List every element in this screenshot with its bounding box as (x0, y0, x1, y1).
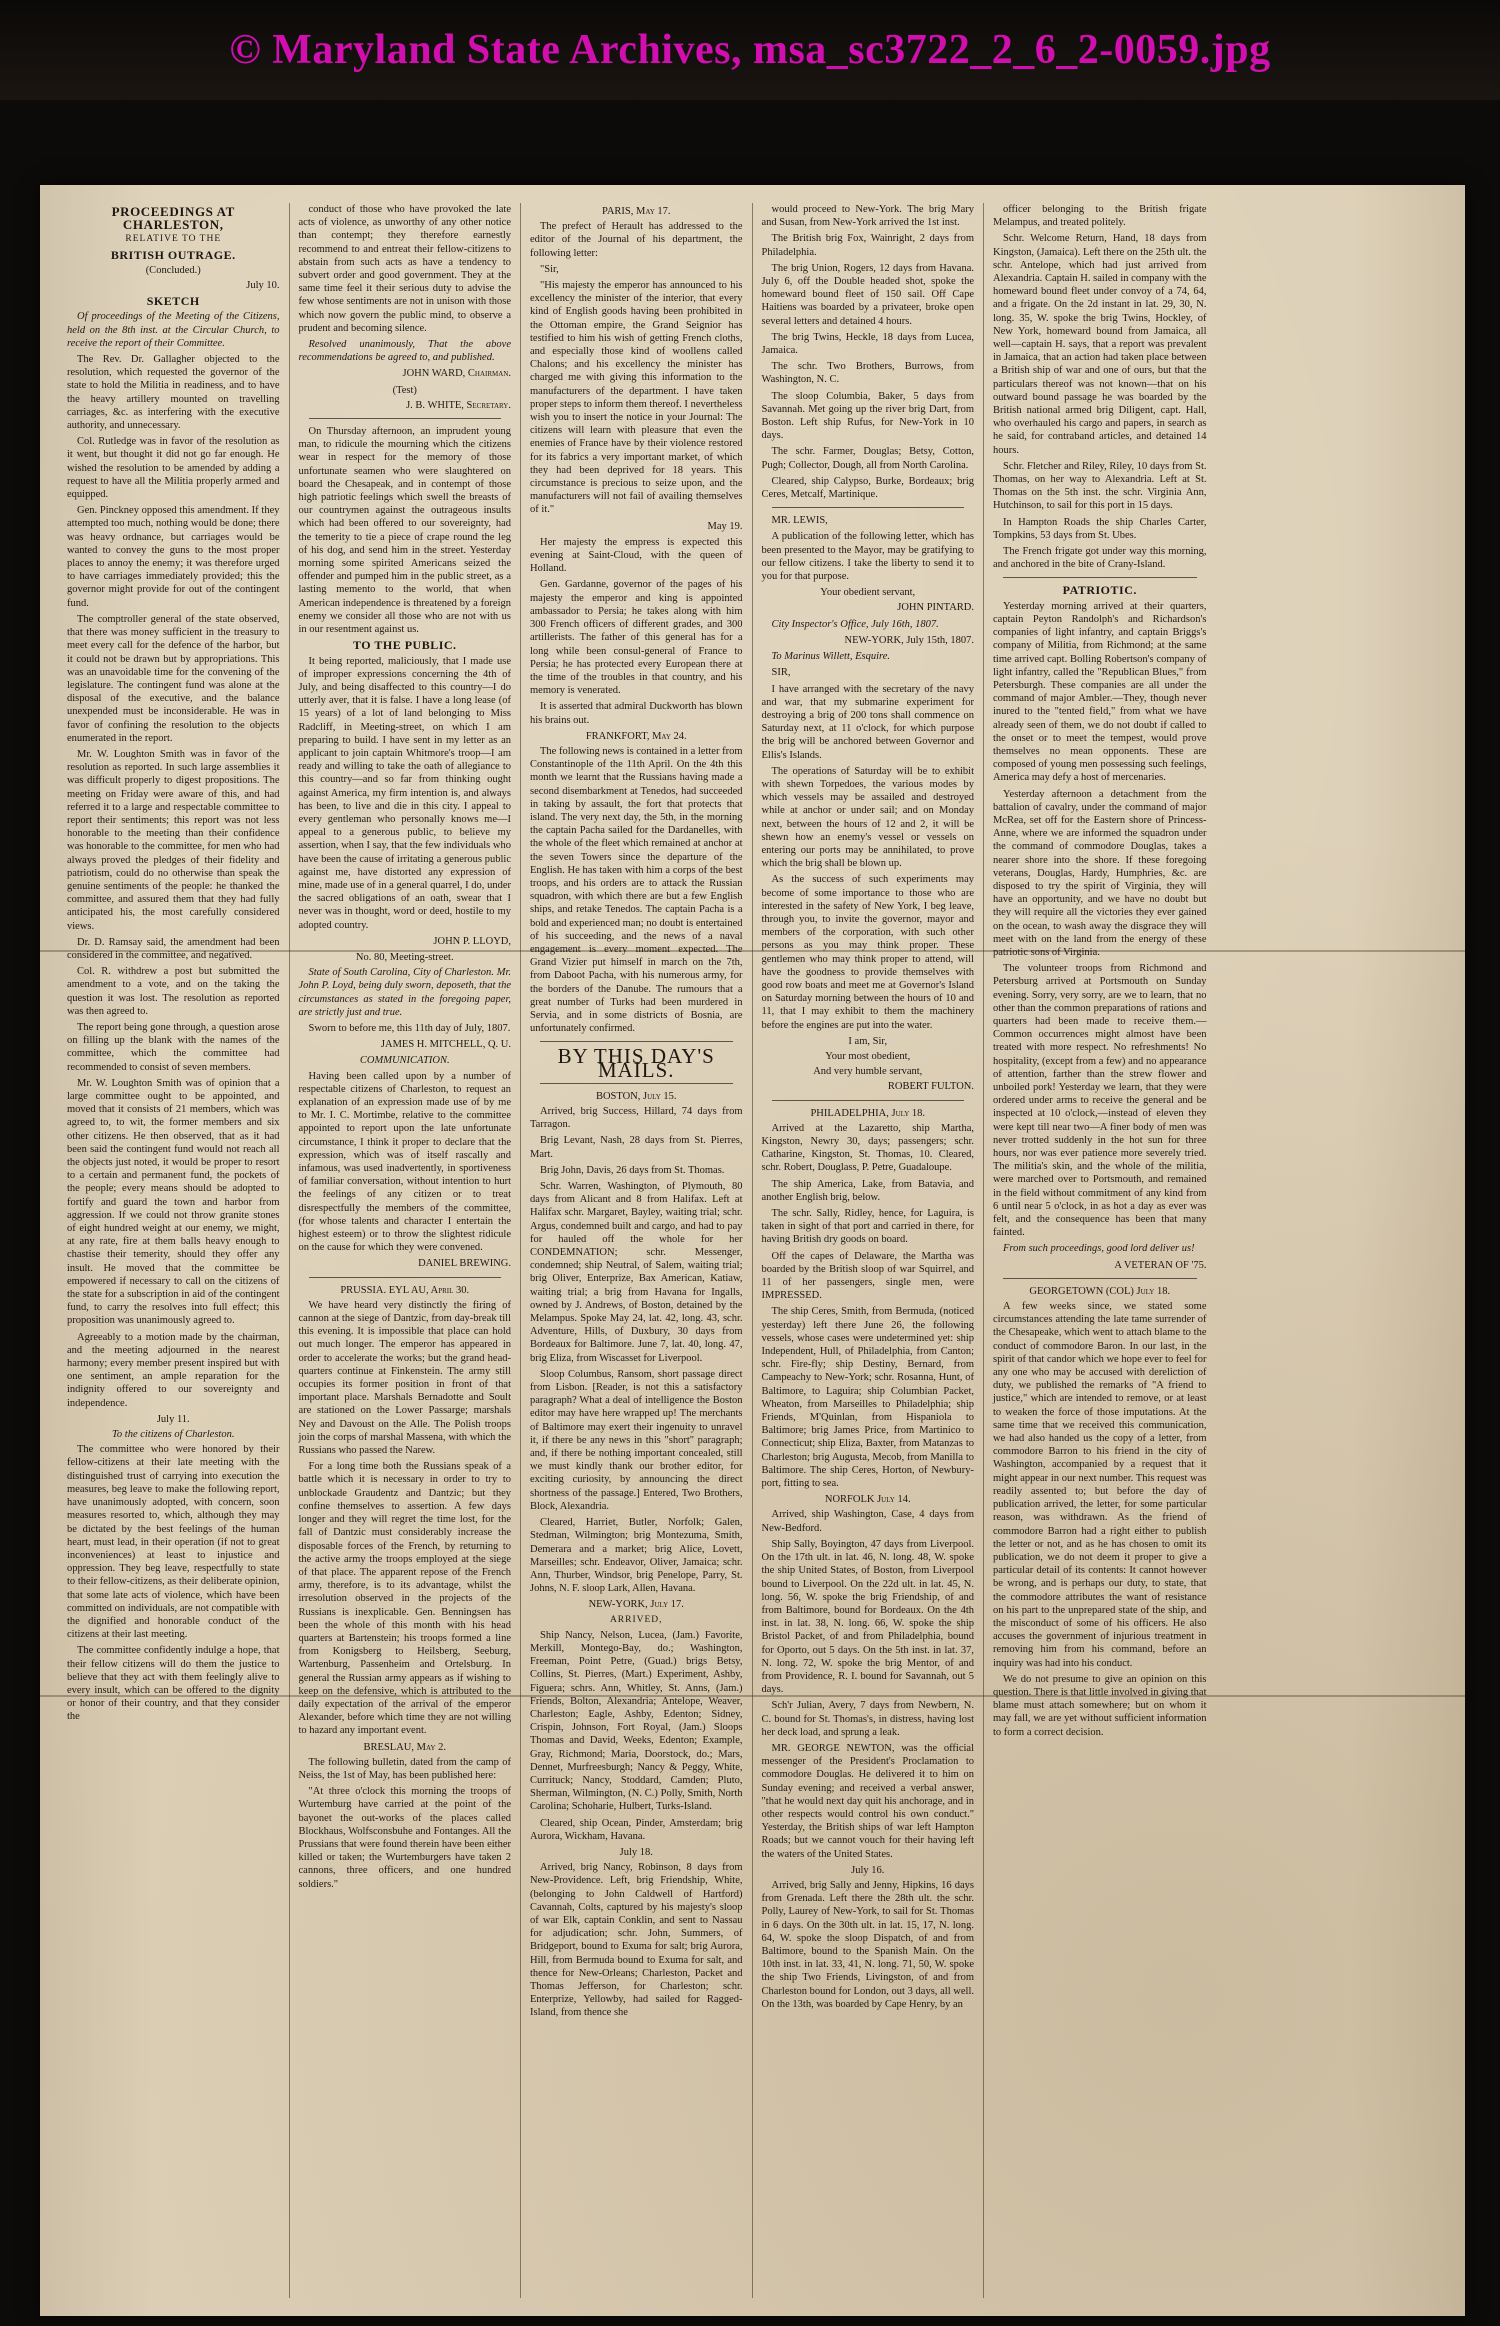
divider (309, 418, 502, 419)
dateline: NEW-YORK, July 17. (588, 1599, 684, 1611)
section-heading: COMMUNICATION. (359, 1055, 450, 1067)
paragraph: The brig Union, Rogers, 12 days from Havana. July 6, off the Double headed shot, spoke the homeward bound fleet of 150 sail. Off Cape Haitiens was boarded by a privateer, broke open several letters and detained 4 hours. (761, 262, 974, 327)
paragraph: Sloop Columbus, Ransom, short passage direct from Lisbon. [Reader, is not this a satisfactory paragraph? What a deal of intelligence the Boston editor may have here wrapped up! The merchants of Baltimore may exert their ingenuity to unravel it, if there be any news in this "short" paragraph; and, if there be nothing important concealed, still we must kindly thank our brother editor, for exciting curiosity, by announcing the direct shortness of the passage.] Entered, Two Brothers, Block, Alexandria. (530, 1368, 743, 1512)
paragraph: The following news is contained in a letter from Constantinople of the 11th April. On the 4th this month we learnt that the Russians having made a second disembarkment at Tenedos, had succeeded in taking by assault, the fort that protects that island. The very next day, the 5th, in the morning the captain Pacha sailed for the Dardanelles, with the whole of the fleet which remained at anchor at the seven Towers since the departure of the English. He has taken with him a corps of the best troops, and his orders are to attack the Russian squadron, with which there are but a few English ships, and retake Tenedos. The captain Pacha is a bold and experienced man; no doubt is entertained of his succeeding, and the news of a naval engagement is every moment expected. The Grand Vizier put himself in march on the 7th, from Daboot Pacha, with his numerous army, for the borders of the Danube. The rumours that a great number of Turks had been murdered in Servia, and in some districts of Bosnia, are unfortunately confirmed. (530, 745, 743, 1035)
paragraph: The British brig Fox, Wainright, 2 days from Philadelphia. (761, 233, 974, 258)
paragraph: Arrived, brig Nancy, Robinson, 8 days from New-Providence. Left, brig Friendship, White, (belonging to John Caldwell of Hartford) Cavannah, Colts, captured by his majesty's sloop of war Elk, captain Conklin, and sent to Nassau for adjudication; schr. John, Summers, of Bridgeport, bound to Exuma for salt; brig Aurora, Hill, from Bermuda bound to Exuma for salt, and thence for New-Orleans; Charleston, Packet and Thomas Jefferson, for Charleston; schr. Enterprize, Yellowby, had sailed for Ragged-Island, from thence she (530, 1862, 743, 2019)
article-heading: PROCEEDINGS AT CHARLESTON, (111, 204, 235, 233)
article-subheading: BRITISH OUTRAGE. (110, 247, 236, 262)
column-1 (58, 203, 290, 2298)
divider (772, 1100, 965, 1101)
paragraph: The volunteer troops from Richmond and Petersburg arrived at Portsmouth on Sunday evening. Sorry, very sorry, are we to learn, that no other than the common preparations of rations and quarters had been made to receive them.—Common occurrences might almost have been treated with more respect. No refreshments! No hospitality, (except from a few) and no appearance of attention, farther than the strew flower and unboiled pork! Yesterday we learn, that they were ordered under arms to receive the general and be inspected at 10 o'clock,—instead of eleven they were kept till near two—A finer body of men was never trotted suddenly in the hot sun for three hours, nor was ever patience more severely tried. The militia's skin, and the whole of the militia, were marched over to Portsmouth, and remained in the field without commitment of any kind from 6 until near 5 o'clock, in as hot a day as ever was felt, and the consequence has been that many fainted. (993, 963, 1207, 1239)
dateline: May 19. (707, 520, 743, 532)
paragraph: A few weeks since, we stated some circumstances attending the late tame surrender of the Chesapeake, which went to attach blame to the conduct of commodore Baron. In our last, in the spirit of that candor which we hope ever to feel for any one who may be accused with dereliction of duty, we published the remarks of "A friend to justice," which are intended to remove, or at least to weaken the force of those imputations. At the same time that we received this communication, we had also handed us the copy of a letter, from commodore Barron to his friend in the city of Washington, accompanied by a request that it might appear in our next number. This request was readily assented to; but before the day of publication arrived, the letter, for some particular reason, was withdrawn. As the friend of commodore Barron had a right either to publish the letter or not, and as he has chosen to omit its publication, we do not deem it proper to give a particular detail of its contents: It cannot however be wrong, and is perhaps our duty, to state, that the commodore attributes the want of resistance on his part to the unprepared state of the ship, and the misconduct of some of his officers. He also accuses the government of injurious treatment in removing him from his command, before an inquiry was had into his conduct. (993, 1301, 1207, 1669)
paragraph: We have heard very distinctly the firing of cannon at the siege of Dantzic, from day-break till this evening. It is impossible that place can hold out much longer. The emperor has appeared in order to accelerate the works; but the grand head-quarters continue at Finkenstein. The army still occupies its former position in front of that important place. Marshals Bernadotte and Soult are stationed on the Lower Passarge; marshals Ney and Davoust on the Alle. The Polish troops join the corps of marshal Massena, with which the Russians who passed the Narew. (298, 1299, 511, 1457)
archive-watermark: © Maryland State Archives, msa_sc3722_2_6_2-0059.jpg (0, 0, 1500, 100)
paragraph: would proceed to New-York. The brig Mary and Susan, from New-York arrived the 1st inst. (761, 204, 974, 229)
paragraph: Gen. Gardanne, governor of the pages of his majesty the emperor and king is appointed ambassador to Persia; he takes along with him 300 French officers of different grades, and 300 artillerists. The father of this general has for a long while been consul-general of France to Persia; he has protected every European there at the time of the troubles in that country, and his memory is venerated. (530, 579, 743, 697)
paragraph: Mr. W. Loughton Smith was in favor of the resolution as reported. In such large assemblies it was difficult properly to digest propositions. The meeting on Friday were aware of this, and had referred it to a large and respectable committee to report their sentiments; this report was not less honorable to the meeting than their confidence was honorable to the committee, for men who had always proved the pledges of their fidelity and patriotism, could do no otherwise than speak the genuine sentiments of the people: he thanked the committee, and assured them that they had fully anticipated his, the most carefully considered views. (67, 748, 280, 932)
paragraph: Cleared, ship Ocean, Pinder, Amsterdam; brig Aurora, Wickham, Havana. (530, 1817, 743, 1842)
paragraph: The following bulletin, dated from the camp of Neiss, the 1st of May, has been published here: (298, 1756, 511, 1781)
column-5 (984, 203, 1216, 2298)
paragraph: State of South Carolina, City of Charleston. Mr. John P. Loyd, being duly sworn, deposeth, that the circumstances as stated in the foregoing paper, are strictly just and true. (298, 967, 511, 1018)
paragraph: From such proceedings, good lord deliver us! (1003, 1243, 1195, 1255)
dateline: NORFOLK July 14. (824, 1494, 911, 1506)
paragraph: Cleared, Harriet, Butler, Norfolk; Galen, Stedman, Wilmington; brig Montezuma, Smith, Demerara and a market; brig Alice, Lovett, Marseilles; schr. Endeavor, Oliver, Jamaica; schr. Ann, Thurber, Windsor, brig Penelope, Parry, St. Johns, N. F. sloop Lark, Allen, Havana. (530, 1517, 743, 1595)
divider (540, 1041, 733, 1042)
paragraph: In Hampton Roads the ship Charles Carter, Tompkins, 53 days from St. Ubes. (993, 516, 1207, 541)
paragraph: Agreeably to a motion made by the chairman, and the meeting adjourned in the nearest harmony; every member present inspired but with one sentiment, an ample reparation for the indignity offered to our sovereignty and independence. (67, 1331, 280, 1409)
paragraph: conduct of those who have provoked the late acts of violence, as unworthy of any other notice than contempt; they therefore earnestly recommend to and entreat their fellow-citizens to abstain from such acts as have a tendency to subvert order and good government. They at the same time feel it their serious duty to advise the few whose sentiments are not in unison with those which now govern the public mind, to observe a prudent and becoming silence. (298, 204, 511, 334)
article-subheading: RELATIVE TO THE (125, 234, 222, 245)
paragraph: I have arranged with the secretary of the navy and war, that my submarine experiment for destroying a brig of 200 tons shall commence on Saturday next, at 11 o'clock, for which purpose the brig will be anchored between Governor and Ellis's Islands. (761, 683, 974, 761)
paragraph: Yesterday afternoon a detachment from the battalion of cavalry, under the command of major McRea, set off for the Eastern shore of Princess-Anne, where we are informed the squadron under the command of commodore Douglas, takes a nearer shore into the shore. If these foregoing veterans, Douglas, Hardy, Humphries, &c. are disposed to try the spirit of Virginia, they will have an opportunity, and we have no doubt but they will require all the victories they ever gained on the ocean, to wash away the disgrace they will meet with on the land from the energy of these patriotic sons of Virginia. (993, 788, 1207, 958)
paragraph: Off the capes of Delaware, the Martha was boarded by the British sloop of war Squirrel, and 11 of her passengers, single men, were IMPRESSED. (761, 1250, 974, 1302)
paragraph: Brig Levant, Nash, 28 days from St. Pierres, Mart. (530, 1135, 743, 1160)
section-heading: PATRIOTIC. (1062, 583, 1137, 598)
paragraph: On Thursday afternoon, an imprudent young man, to ridicule the mourning which the citizens wear in respect for the memory of those unfortunate seamen who were slaughtered on board the Chesapeak, and in contempt of those high patriotic feelings which swell the breasts of our countrymen against the outrageous insults which had been offered to our sovereignty, had the temerity to tie a piece of crape round the leg of his dog, and send him in the street. Yesterday morning some spirited Americans seized the offender and pumped him in the public street, as a lasting memento to the world, that when American independence is threatened by a foreign enemy we consider all those who are not with us in our resentment against us. (298, 426, 511, 636)
paragraph: For a long time both the Russians speak of a battle which it is necessary in order to try to unblockade Graudentz and Dantzic; but they confine themselves to assertion. A few days longer and they will regret the time lost, for the fall of Dantzic must considerably increase the disposable forces of the French, by returning to the active army the troops employed at the siege of that place. The apparent repose of the French army, therefore, is to its advantage, whilst the irresolution observed in the projects of the Russians is inexplicable. Gen. Benningsen has been the whole of this month with his head quarters at Bartenstein; his troops formed a line from Konigsberg to Heilsberg, Seeburg, Wartenburg, Passenheim and Ortelsburg. In general the Russian army appears as if wishing to keep on the defensive, which is attributed to the daily expectation of the arrival of the emperor Alexander, before which time they are not willing to hazard any important event. (298, 1461, 511, 1737)
signature: J. B. WHITE, Secretary. (406, 399, 511, 411)
divider (309, 1277, 502, 1278)
paragraph: It is asserted that admiral Duckworth has blown his brains out. (530, 701, 743, 726)
paragraph: Arrived, ship Washington, Case, 4 days from New-Bedford. (761, 1509, 974, 1534)
salutation: SIR, (771, 667, 791, 679)
paragraph: A publication of the following letter, which has been presented to the Mayor, may be gratifying to our fellow citizens. I take the liberty to send it to you for that purpose. (761, 531, 974, 583)
paragraph: Sch'r Julian, Avery, 7 days from Newbern, N. C. bound for St. Thomas's, in distress, having lost her deck load, and sprung a leak. (761, 1700, 974, 1738)
paragraph: Her majesty the empress is expected this evening at Saint-Cloud, with the queen of Holland. (530, 536, 743, 575)
address-line: To the citizens of Charleston. (112, 1429, 235, 1441)
paragraph: Ship Sally, Boyington, 47 days from Liverpool. On the 17th ult. in lat. 46, N. long. 48, W. spoke the ship United States, of Boston, from Liverpool bound to Liverpool. On the 22d ult. in lat. 45, N. long. 56, W. spoke the brig Friendship, of and from Baltimore, bound for Bordeaux. On the 4th inst. in lat. 38, N. long. 66, W. spoke the ship Bristol Packet, of and from Philadelphia, bound for Oporto, out 5 days. On the 5th inst. in lat. 37, N. long. 72, W. spoke the brig Mentor, of and from Providence, R. I. bound for Savannah, out 5 days. (761, 1538, 974, 1696)
paragraph: The Rev. Dr. Gallagher objected to the resolution, which requested the governor of the state to hold the Militia in readiness, and to have the heavy artillery mounted on travelling carriages, &c. as interfering with the executive authority, and unnecessary. (67, 354, 280, 432)
dateline: GEORGETOWN (COL) July 18. (1029, 1285, 1171, 1297)
paragraph: The committee who were honored by their fellow-citizens at their late meeting with the distinguished trust of carrying into execution the measures, beg leave to make the following report, have unanimously adopted, with concern, soon measures resorted to, which, although they may be dictated by the best feelings of the human heart, must lead, in their operation (if not to great inconveniences) at least to injustice and oppression. They beg leave, respectfully to state to their fellow-citizens, as their deliberate opinion, that some late acts of violence, which have been committed on individuals, are not compatible with the dignified and honorable conduct of the citizens at their last meeting. (67, 1444, 280, 1641)
divider (772, 507, 965, 508)
signature: No. 80, Meeting-street. (355, 951, 454, 963)
paragraph: As the success of such experiments may become of some importance to those who are interested in the safety of New York, I beg leave, through you, to invite the governor, mayor and members of the corporation, with such other persons as you may think proper. These gentlemen who may think proper to attend, will have the goodness to provide themselves with good row boats and meet me at Governor's Island on Saturday morning between the hours of 10 and 11, that I may exhibit to them the machinery before the engines are put into the water. (761, 874, 974, 1031)
column-2 (290, 203, 522, 2298)
paragraph: The schr. Two Brothers, Burrows, from Washington, N. C. (761, 361, 974, 386)
paragraph: The French frigate got under way this morning, and anchored in the bite of Crany-Island. (993, 546, 1207, 571)
paragraph: Having been called upon by a number of respectable citizens of Charleston, to request an explanation of an expression made use of by me to Mr. I. C. Mortimbe, relative to the committee appointed to report upon the late unfortunate circumstance, I think it proper to declare that the expression, which was of itself rascally and infamous, was used inadvertently, in sportiveness of familiar conversation, without intention to hurt the feelings of any citizen or to treat disrespectfully the members of the committee, (for whose talents and character I entertain the highest esteem) or to throw the slightest ridicule on the cause for which they were convened. (298, 1070, 511, 1254)
paragraph: Schr. Warren, Washington, of Plymouth, 80 days from Alicant and 8 from Halifax. Left at Halifax schr. Margaret, Bayley, waiting trial; schr. Argus, condemned built and cargo, and had to pay for hauled off the whole for her CONDEMNATION; schr. Messenger, condemned; ship Neutral, of Salem, waiting trial; brig Oliver, Enterprize, Bax American, Katiaw, waiting trial; a brig from Havana for Ingalls, owned by J. Andrews, of Boston, detained by the Melampus. Spoke May 24, lat. 42, long. 43, schr. Adventure, Hills, of Duxbury, 30 days from Bordeaux for Baltimore. June 7, lat. 40, long. 47, brig Eliza, from Wiscasset for Liverpool. (530, 1181, 743, 1364)
signature: JAMES H. MITCHELL, Q. U. (380, 1039, 511, 1051)
closing: And very humble servant, (813, 1066, 923, 1078)
paragraph: We do not presume to give an opinion on this question. There is that little involved in giving that blame must attach somewhere; but on whom it may fall, we are yet without sufficient information to form a correct decision. (993, 1673, 1207, 1738)
signature: (Test) (392, 384, 417, 396)
salutation: MR. LEWIS, (771, 515, 828, 527)
paragraph: The report being gone through, a question arose on filling up the blank with the names of the committee, which the committee had recommended to consist of seven members. (67, 1021, 280, 1073)
paragraph: Schr. Fletcher and Riley, Riley, 10 days from St. Thomas, on her way to Alexandria. Left at St. Thomas on the 5th inst. the schr. Virginia Ann, Hutchinson, to sail for this port in 15 days. (993, 460, 1207, 512)
divider (1003, 1278, 1197, 1279)
paragraph: Arrived, brig Success, Hillard, 74 days from Tarragon. (530, 1106, 743, 1131)
paragraph: The prefect of Herault has addressed to the editor of the Journal of his department, the following letter: (530, 221, 743, 259)
paragraph: The comptroller general of the state observed, that there was money sufficient in the treasury to meet every call for the defence of the harbor, but it could not be drawn but by appropriations. This was an unavoidable time for the convening of the legislature. The contingent fund was alone at the disposal of the executive, and the balance unexpended must be inconsiderable. He was in favor of confining the resolution to the objects enumerated in the report. (67, 613, 280, 744)
dateline: July 10. (246, 280, 280, 292)
paragraph: Arrived, brig Sally and Jenny, Hipkins, 16 days from Grenada. Left there the 28th ult. the schr. Polly, Laurey of New-York, to sail for St. Thomas in 6 days. On the 30th ult. in lat. 15, 17, N. long. 64, W. spoke the sloop Dispatch, of and from Baltimore, bound to the Spanish Main. On the 10th inst. in lat. 33, 41, N. long. 71, 50, W. spoke the ship Two Friends, Livingston, of and from Charleston bound for London, out 3 days, all well. On the 13th, was boarded by Cape Henry, by an (761, 1879, 974, 2010)
paragraph: Arrived at the Lazaretto, ship Martha, Kingston, Newry 30, days; passengers; schr. Catharine, Kingston, St. Thomas, 10. Cleared, schr. Robert, Douglass, P. Petre, Guadaloupe. (761, 1122, 974, 1174)
subheading: ARRIVED, (609, 1614, 663, 1625)
column-grid (58, 203, 1447, 2298)
paragraph: The sloop Columbia, Baker, 5 days from Savannah. Met going up the river brig Dart, from Boston. Left ship Rufus, for New-York in 10 days. (761, 390, 974, 442)
paragraph: The operations of Saturday will be to exhibit with shewn Torpedoes, the various modes by which vessels may be assailed and destroyed while at anchor or under sail; and on Monday next, between the hours of 12 and 2, it will be shewn how an enemy's vessel or vessels on entering our ports may be annihilated, to prove which the brig shall be blown up. (761, 765, 974, 870)
signature: ROBERT FULTON. (887, 1081, 974, 1093)
dateline: City Inspector's Office, July 16th, 1807. (771, 618, 939, 630)
paragraph: The ship America, Lake, from Batavia, and another English brig, below. (761, 1178, 974, 1203)
paragraph: Gen. Pinckney opposed this amendment. If they attempted too much, nothing would be done; there was heavy ordnance, but carriages would be wanted to convey the guns to the most proper places to annoy the enemy; it was therefore urged to have carriages immediately provided; this the governor might provide for out of the contingent fund. (67, 505, 280, 609)
divider (1003, 577, 1197, 578)
column-4 (753, 203, 985, 2298)
column-3 (521, 203, 753, 2298)
dateline: FRANKFORT, May 24. (585, 730, 687, 742)
address-line: To Marinus Willett, Esquire. (771, 651, 891, 663)
paragraph: Cleared, ship Calypso, Burke, Bordeaux; brig Ceres, Metcalf, Martinique. (761, 475, 974, 501)
closing: Your obedient servant, (820, 587, 916, 599)
paragraph: Resolved unanimously, That the above recommendations be agreed to, and published. (298, 339, 511, 364)
dateline: July 11. (156, 1413, 190, 1425)
paragraph: The brig Twins, Heckle, 18 days from Lucea, Jamaica. (761, 331, 974, 357)
paragraph: Mr. W. Loughton Smith was of opinion that a large committee ought to be appointed, and moved that it consists of 21 members, which was agreed to, to wit, the former members and six other citizens. He then observed, that as it had been said the contingent fund would not reach all the objects just noted, it would be proper to resort to a certain and permanent fund, the pockets of the people; every means should be adopted to fortify and guard the town and harbor from aggression. If we could not throw granite stones of eight hundred weight at our enemy, we might, at any rate, fire at them balls heavy enough to chastise their temerity, should they offer any insult. He moved that the committee be empowered if necessary to call on the citizens of the state for a subscription in aid of the contingent fund, to carry the resolves into full effect; this proposition was unanimously agreed to. (67, 1077, 280, 1327)
dateline: July 16. (851, 1864, 885, 1876)
signature: JOHN PINTARD. (897, 602, 974, 614)
paragraph: Col. Rutledge was in favor of the resolution as it went, but thought it did not go far enough. He wished the resolution to be amended by adding a request to have all the Militia properly armed and equipped. (67, 436, 280, 501)
divider (540, 1083, 733, 1084)
paragraph: MR. GEORGE NEWTON, was the official messenger of the President's Proclamation to commodore Douglas. He delivered it to him on Sunday evening; and received a verbal answer, "that he would next day quit his anchorage, and in other respects would control his own conduct." Yesterday, the British ships of war left Hampton Roads; but we cannot vouch for their having left the waters of the United States. (761, 1742, 974, 1860)
section-description: Of proceedings of the Meeting of the Citizens, held on the 8th inst. at the Circular Church, to receive the report of their Committee. (67, 311, 280, 349)
paragraph: The committee confidently indulge a hope, that their fellow citizens will do them the justice to believe that they act with them feelingly alive to every insult, which can be offered to the dignity or honor of their country, and that they consider the (67, 1645, 280, 1723)
paragraph: Brig John, Davis, 26 days from St. Thomas. (540, 1164, 725, 1176)
dateline: PRUSSIA. EYL AU, April 30. (340, 1284, 470, 1296)
newspaper-page (40, 185, 1465, 2316)
signature: JOHN P. LLOYD, (433, 935, 511, 947)
dateline: PARIS, May 17. (601, 206, 671, 217)
closing: I am, Sir, (848, 1035, 888, 1047)
dateline: July 18. (619, 1846, 653, 1858)
dateline: NEW-YORK, July 15th, 1807. (844, 634, 974, 646)
paragraph: Col. R. withdrew a post but submitted the amendment to a vote, and on the taking the question it was lost. The resolution as reported was then agreed to. (67, 966, 280, 1017)
section-heading: BY THIS DAY'S MAILS. (557, 1044, 715, 1082)
paragraph: It being reported, maliciously, that I made use of improper expressions concerning the 4th of July, and being disaffected to this country—I do utterly aver, that it is false. I have a long lease (of 15 years) of a lot of land belonging to Miss Radcliff, in Meeting-street, on which I am preparing to build. I have sent in my letter as an applicant to join captain Whitmore's troop—I am ready and willing to take the oath of allegiance to this country—and so far from thinking ought against America, my firm intention is, and always has been, to live and die in this city. I appeal to every gentleman who personally knows me—I appeal to a generous public, to believe my assertion, when I say, that the few individuals who have been the cause of irritating a generous public against me, have distorted any expression of mine, made use of in a general quarrel, I do, under the sacred obligations of an oath, swear that I never was in thought, word or deed, hostile to my adopted country. (298, 655, 511, 931)
paragraph: officer belonging to the British frigate Melampus, and treated politely. (993, 204, 1207, 229)
closing: Your most obedient, (825, 1050, 911, 1062)
paragraph: Ship Nancy, Nelson, Lucea, (Jam.) Favorite, Merkill, Montego-Bay, do.; Washington, Freeman, Point Petre, (Guad.) brigs Betsy, Collins, St. Pierres, (Mart.) Experiment, Ashby, Figuera; schrs. Ann, Whitley, St. Anns, (Jam.) Friends, Bolton, Alexandria; Antelope, Weaver, Charleston; Eagle, Ashby, Edenton; Sidney, Crispin, Johnson, Fort Royal, (Jam.) Sloops Thomas and David, Weeks, Edenton; Example, Gray, Richmond; Maria, Doorstock, do.; Mars, Dennet, Murfreesburgh; Nancy & Peggy, White, Currituck; Nancy, Stoddard, Camden; Pluto, Sherman, Wilmington, (N. C.) Polly, Smith, North Carolina; Schoharie, Hulbert, Turks-Island. (530, 1629, 743, 1813)
paragraph: The schr. Sally, Ridley, hence, for Laguira, is taken in sight of that port and carried in there, for having British dry goods on board. (761, 1208, 974, 1246)
section-heading: SKETCH (146, 294, 200, 309)
article-note: (Concluded.) (145, 264, 201, 276)
paragraph: The ship Ceres, Smith, from Bermuda, (noticed yesterday) left there June 26, the following vessels, whose cases were undetermined yet: ship Independent, Hull, of Philadelphia, from Canton; schr. Fire-fly; ship Destiny, Bernard, from Campeachy to New-York; schr. Rosanna, Hunt, of Baltimore, to Laguira; ship Columbian Packet, Wheaton, from Marseilles to Philadelphia; ship Friends, M'Quinlan, from Hispaniola to Baltimore; brig James Price, from Martinico to Connecticut; ship Eliza, Baxter, from Matanzas to Charleston; brig Augusta, Mecob, from Manilla to Baltimore. The ship Ceres, Horton, of Newbury-port, fitting to sea. (761, 1306, 974, 1490)
signature: JOHN WARD, Chairman. (402, 368, 511, 380)
section-heading: TO THE PUBLIC. (352, 638, 457, 653)
paragraph: The schr. Farmer, Douglas; Betsy, Cotton, Pugh; Collector, Dough, all from North Carolina. (761, 446, 974, 471)
dateline: PHILADELPHIA, July 18. (810, 1107, 926, 1119)
dateline: BRESLAU, May 2. (363, 1741, 446, 1753)
paragraph: "At three o'clock this morning the troops of Wurtemburg have carried at the point of the bayonet the out-works of the places called Blockhaus, Wolfsconsbuhe and Fontanges. All the Prussians that were found therein have been either killed or taken; the Wurtemburgers have taken 2 cannons, three officers, and one hundred soldiers." (298, 1786, 511, 1890)
paragraph: "Sir, (540, 263, 559, 275)
paragraph: Sworn to before me, this 11th day of July, 1807. (308, 1022, 511, 1034)
paragraph: "His majesty the emperor has announced to his excellency the minister of the interior, that every kind of English goods having been prohibited in the Ottoman empire, the Grand Seignior has testified to him his wish of getting French cloths, and especially those kind of woollens called Chalons; and his excellency the minister has charged me with giving this information to the manufacturers of the department. I have taken proper steps to inform them thereof. I nevertheless wish you to insert the notice in your Journal: The citizens will learn with pleasure that even the enemies of France have by their violence restored for its fabrics a very important market, of which they had been deprived for 18 years. This circumstance is precious to seize upon, and the manufacturers will not fail of availing themselves of it." (530, 280, 743, 516)
signature: DANIEL BREWING. (418, 1258, 511, 1270)
paragraph: Yesterday morning arrived at their quarters, captain Peyton Randolph's and Richardson's companies of light infantry, and captain Briggs's company of Militia, from Richmond; at the same time arrived capt. Bolling Robertson's company of light infantry, called the "Republican Blues," from Petersburgh. These companies are all under the command of major Ambler.—They, though never inured to the "tented field," from what we have already seen of them, we do not doubt if called to the onset or to meet the tempest, would prove themselves no mean opponents. These are composed of young men possessing such feelings, America may defy a host of mercenaries. (993, 600, 1207, 784)
paragraph: Schr. Welcome Return, Hand, 18 days from Kingston, (Jamaica). Left there on the 25th ult. the schr. Antelope, which had just arrived from Alexandria. Captain H. sailed in company with the homeward bound fleet under convoy of a 74, 64, and a frigate. On the 2d instant in lat. 29, 30, N. long. 35, W. spoke the brig Twins, Hockley, of New York, homeward bound from Jamaica, all well—captain H. says, that a report was prevalent in Jamaica, that an action had taken place between a British ship of war and one of ours, but that the particulars thereof was not known—that on his outward bound passage he was boarded by the British national armed brig Diligent, capt. Hall, who overhauled his cargo and papers, in search as he said, for contraband articles, and detained 14 hours. (993, 233, 1207, 456)
paragraph: Dr. D. Ramsay said, the amendment had been considered in the committee, and negatived. (67, 936, 280, 961)
dateline: BOSTON, July 15. (595, 1090, 677, 1102)
signature: A VETERAN OF '75. (1114, 1259, 1207, 1271)
